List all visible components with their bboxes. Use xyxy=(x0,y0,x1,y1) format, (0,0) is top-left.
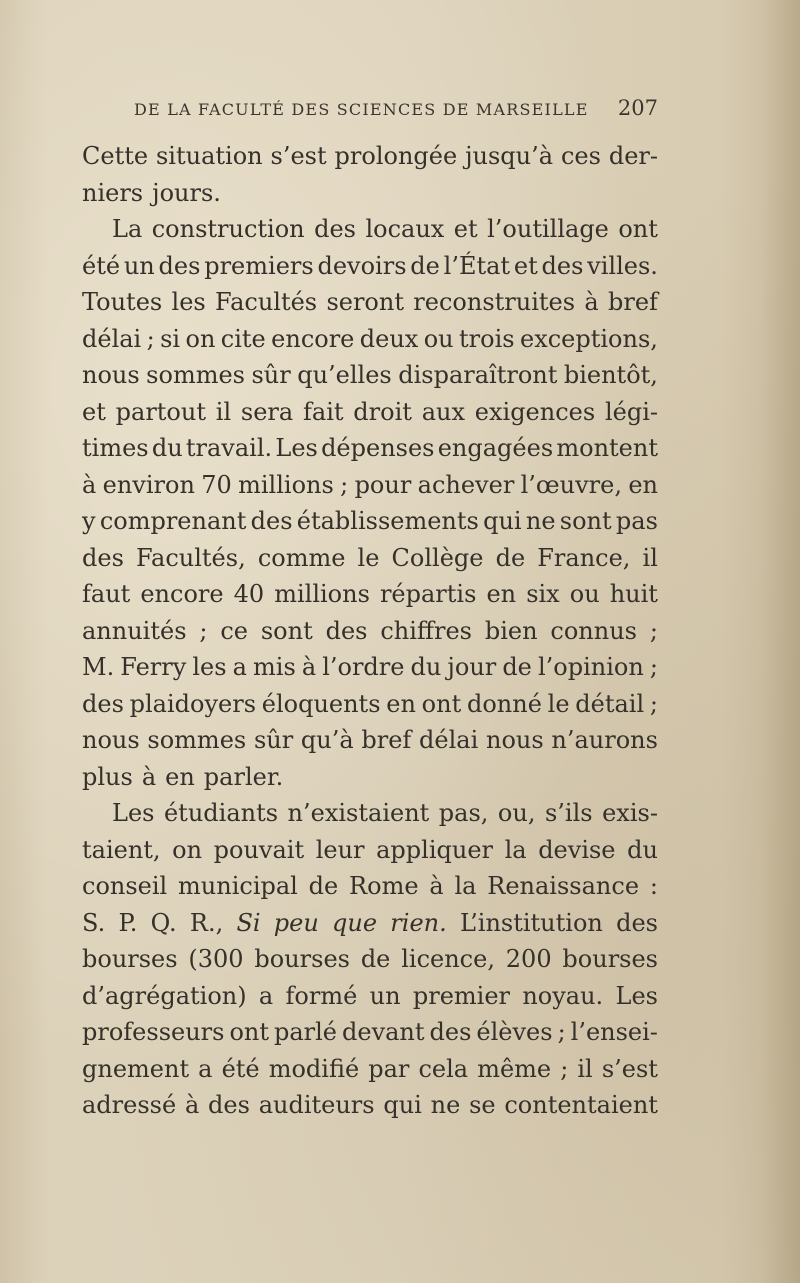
word: étudiants xyxy=(163,799,279,827)
word: ont xyxy=(229,1018,269,1046)
word: leur xyxy=(315,835,365,864)
text-line xyxy=(82,795,658,832)
word: ne xyxy=(430,1091,461,1119)
word: en xyxy=(486,580,517,608)
word: deux xyxy=(359,324,419,353)
word: aux xyxy=(421,397,465,426)
word: villes. xyxy=(587,251,658,280)
word: qui xyxy=(383,1091,422,1119)
word: élèves xyxy=(476,1018,553,1046)
word: délai xyxy=(82,324,142,353)
word: ; xyxy=(649,616,658,645)
word: cite xyxy=(220,324,266,353)
word: se xyxy=(469,1091,496,1119)
word: disparaîtront xyxy=(398,361,558,389)
word: ou xyxy=(423,324,454,353)
word: pas xyxy=(615,507,658,535)
word: d’agrégation) xyxy=(82,981,247,1010)
word: à xyxy=(301,653,317,681)
word: bourses xyxy=(254,945,350,973)
word: devise xyxy=(538,835,616,864)
word: on xyxy=(172,835,203,864)
word: Cette xyxy=(82,142,149,170)
word: pour xyxy=(354,470,412,499)
word: conseil xyxy=(82,872,168,900)
text-line xyxy=(82,540,658,577)
word: environ xyxy=(102,470,195,499)
word: professeurs xyxy=(82,1018,225,1046)
word: 70 xyxy=(201,470,232,499)
word: taient, xyxy=(82,835,161,864)
word: s’ils xyxy=(544,799,593,827)
word: ; xyxy=(560,1054,569,1083)
word: sûr xyxy=(251,361,291,389)
text-line xyxy=(82,357,658,394)
word: ; xyxy=(146,324,155,353)
word: de xyxy=(308,872,339,900)
word: donné xyxy=(466,689,542,718)
word: délai xyxy=(419,726,479,754)
word: devant xyxy=(342,1018,425,1046)
word: encore xyxy=(140,580,224,608)
word: connus xyxy=(550,616,637,645)
word: il xyxy=(215,397,232,426)
word: ce xyxy=(220,616,248,645)
word: parlé xyxy=(273,1018,338,1046)
text-line xyxy=(82,211,658,248)
word: jours. xyxy=(152,178,221,207)
word: en xyxy=(628,470,658,499)
running-header xyxy=(82,98,658,128)
word: ont xyxy=(421,689,462,718)
word: les xyxy=(171,288,206,316)
word: l’outillage xyxy=(487,215,609,243)
word: des xyxy=(208,1091,250,1119)
word: établissements xyxy=(296,507,479,535)
word: huit xyxy=(609,580,658,608)
word: ; xyxy=(340,470,349,499)
word: à xyxy=(584,288,599,316)
word: sera xyxy=(240,397,294,426)
word: ; xyxy=(557,1018,566,1046)
text-line xyxy=(82,175,658,212)
word: gnement xyxy=(82,1054,190,1083)
word: S. xyxy=(82,908,106,937)
word: des xyxy=(314,215,356,243)
word: sûr xyxy=(253,726,294,754)
word: a xyxy=(258,981,274,1010)
word: situation xyxy=(155,142,263,170)
running-title: DE LA FACULTÉ DES SCIENCES DE MARSEILLE xyxy=(134,100,589,119)
word: licence, xyxy=(401,945,495,973)
word: des xyxy=(429,1018,472,1046)
word: l’ensei- xyxy=(570,1018,658,1046)
word: La xyxy=(112,215,143,243)
word: Si xyxy=(236,908,261,937)
text-line xyxy=(82,248,658,285)
word: pouvait xyxy=(213,835,305,864)
word: comme xyxy=(257,543,346,572)
word: appliquer xyxy=(376,835,494,864)
word: par xyxy=(368,1054,410,1083)
word: sommes xyxy=(146,361,245,389)
word: des xyxy=(541,251,584,280)
word: exigences xyxy=(474,397,596,426)
word: jusqu’à xyxy=(465,142,554,170)
word: bourses xyxy=(82,945,178,973)
word: et xyxy=(453,215,478,243)
word: nous xyxy=(485,726,544,754)
text-line xyxy=(82,649,658,686)
word: de xyxy=(360,945,391,973)
word: y xyxy=(82,507,96,535)
word: Facultés, xyxy=(136,543,246,572)
body-text xyxy=(82,138,658,1124)
word: sont xyxy=(260,616,313,645)
word: bref xyxy=(608,288,658,316)
word: bref xyxy=(361,726,412,754)
word: adressé xyxy=(82,1091,177,1119)
word: Toutes xyxy=(82,288,163,316)
word: construction xyxy=(151,215,305,243)
word: faut xyxy=(82,580,131,608)
word: un xyxy=(123,251,155,280)
word: M. xyxy=(82,653,115,681)
word: Facultés xyxy=(215,288,318,316)
word: Q. xyxy=(150,908,177,937)
word: ; xyxy=(649,653,658,681)
word: cela xyxy=(418,1054,469,1083)
text-line xyxy=(82,503,658,540)
text-line xyxy=(82,978,658,1015)
word: l’ordre xyxy=(322,653,405,681)
word: bientôt, xyxy=(563,361,658,389)
word: premier xyxy=(412,981,511,1010)
word: des xyxy=(616,908,658,937)
word: répartis xyxy=(379,580,477,608)
word: la xyxy=(454,872,477,900)
word: noyau. xyxy=(522,981,604,1010)
word: niers xyxy=(82,178,144,207)
word: R., xyxy=(189,908,224,937)
text-line xyxy=(82,686,658,723)
text-line xyxy=(82,430,658,467)
word: qu’elles xyxy=(297,361,392,389)
word: ne xyxy=(525,507,556,535)
word: été xyxy=(221,1054,260,1083)
text-line xyxy=(82,1051,658,1088)
text-line xyxy=(82,722,658,759)
word: des xyxy=(82,543,124,572)
word: France, xyxy=(537,543,631,572)
word: a xyxy=(232,653,247,681)
text-line xyxy=(82,138,658,175)
word: à xyxy=(141,762,157,791)
word: parler. xyxy=(203,762,284,791)
page-edge-shadow xyxy=(760,0,800,1283)
word: bourses xyxy=(562,945,658,973)
word: Ferry xyxy=(120,653,187,681)
word: l’opinion xyxy=(537,653,644,681)
word: ou, xyxy=(497,799,536,827)
word: que xyxy=(332,908,378,937)
word: du xyxy=(410,653,442,681)
word: dépenses xyxy=(321,434,435,462)
word: Renaissance xyxy=(487,872,640,900)
word: comprenant xyxy=(99,507,247,535)
word: sont xyxy=(559,507,612,535)
word: Les xyxy=(112,799,155,827)
word: ; xyxy=(649,689,658,718)
word: rien. xyxy=(390,908,447,937)
word: engagées xyxy=(437,434,554,462)
text-line xyxy=(82,284,658,321)
word: droit xyxy=(353,397,412,426)
word: jour xyxy=(447,653,497,681)
word: millions xyxy=(274,580,370,608)
word: et xyxy=(513,251,538,280)
word: modifié xyxy=(268,1054,360,1083)
word: exis- xyxy=(602,799,658,827)
text-line xyxy=(82,394,658,431)
word: peu xyxy=(273,908,319,937)
word: et xyxy=(82,397,106,426)
word: même xyxy=(477,1054,552,1083)
word: qui xyxy=(483,507,522,535)
word: encore xyxy=(271,324,355,353)
word: montent xyxy=(556,434,658,462)
text-line xyxy=(82,321,658,358)
word: des xyxy=(82,689,124,718)
word: bien xyxy=(484,616,538,645)
word: 200 xyxy=(505,945,552,973)
word: formé xyxy=(285,981,358,1010)
text-line xyxy=(82,1014,658,1051)
word: trois xyxy=(459,324,515,353)
word: plus xyxy=(82,762,133,791)
word: achever xyxy=(417,470,515,499)
text-line xyxy=(82,868,658,905)
word: partout xyxy=(115,397,206,426)
word: times xyxy=(82,434,149,462)
word: les xyxy=(192,653,227,681)
word: 40 xyxy=(233,580,265,608)
word: prolongée xyxy=(334,142,458,170)
word: n’existaient xyxy=(287,799,430,827)
text-line xyxy=(82,467,658,504)
word: locaux xyxy=(365,215,445,243)
word: auditeurs xyxy=(258,1091,375,1119)
word: nous xyxy=(82,726,140,754)
word: fait xyxy=(303,397,344,426)
word: premiers xyxy=(204,251,314,280)
word: des xyxy=(158,251,201,280)
word: éloquents xyxy=(261,689,381,718)
word: à xyxy=(82,470,97,499)
text-line xyxy=(82,941,658,978)
word: des xyxy=(325,616,368,645)
word: s’est xyxy=(270,142,327,170)
word: sommes xyxy=(147,726,247,754)
word: la xyxy=(504,835,527,864)
word: en xyxy=(165,762,195,791)
word: si xyxy=(160,324,181,353)
text-line xyxy=(82,832,658,869)
word: le xyxy=(547,689,570,718)
word: s’est xyxy=(601,1054,658,1083)
word: qu’à xyxy=(300,726,354,754)
word: Rome xyxy=(349,872,419,900)
word: millions xyxy=(238,470,334,499)
word: en xyxy=(386,689,416,718)
word: des xyxy=(250,507,293,535)
word: été xyxy=(82,251,121,280)
word: détail xyxy=(575,689,645,718)
word: plaidoyers xyxy=(129,689,257,718)
word: légi- xyxy=(604,397,658,426)
word: exceptions, xyxy=(519,324,658,353)
word: il xyxy=(642,543,658,572)
text-line xyxy=(82,613,658,650)
word: à xyxy=(429,872,444,900)
word: annuités xyxy=(82,616,187,645)
word: l’État xyxy=(443,251,511,280)
word: six xyxy=(526,580,560,608)
page-number: 207 xyxy=(617,96,658,120)
word: du xyxy=(627,835,658,864)
word: seront xyxy=(326,288,404,316)
word: municipal xyxy=(178,872,298,900)
word: nous xyxy=(82,361,140,389)
word: ; xyxy=(199,616,208,645)
word: devoirs xyxy=(317,251,407,280)
word: de xyxy=(502,653,532,681)
text-line xyxy=(82,759,658,796)
word: der- xyxy=(608,142,658,170)
word: : xyxy=(649,872,658,900)
word: ces xyxy=(560,142,601,170)
word: a xyxy=(198,1054,213,1083)
word: travail. xyxy=(185,434,273,462)
word: reconstruites xyxy=(413,288,576,316)
word: pas, xyxy=(438,799,489,827)
word: il xyxy=(577,1054,593,1083)
word: l’œuvre, xyxy=(520,470,622,499)
word: ou xyxy=(569,580,600,608)
word: le xyxy=(357,543,380,572)
text-line xyxy=(82,1087,658,1124)
text-line xyxy=(82,576,658,613)
word: ont xyxy=(618,215,658,243)
word: n’aurons xyxy=(551,726,658,754)
word: à xyxy=(184,1091,200,1119)
word: P. xyxy=(118,908,138,937)
word: Les xyxy=(615,981,658,1010)
word: mis xyxy=(253,653,296,681)
text-line xyxy=(82,905,658,942)
word: (300 xyxy=(188,945,244,973)
word: Collège xyxy=(391,543,484,572)
word: chiffres xyxy=(380,616,472,645)
word: on xyxy=(185,324,216,353)
word: contentaient xyxy=(504,1091,658,1119)
word: de xyxy=(410,251,440,280)
word: L’institution xyxy=(459,908,603,937)
word: de xyxy=(495,543,526,572)
word: Les xyxy=(275,434,318,462)
word: un xyxy=(369,981,401,1010)
word: du xyxy=(151,434,183,462)
